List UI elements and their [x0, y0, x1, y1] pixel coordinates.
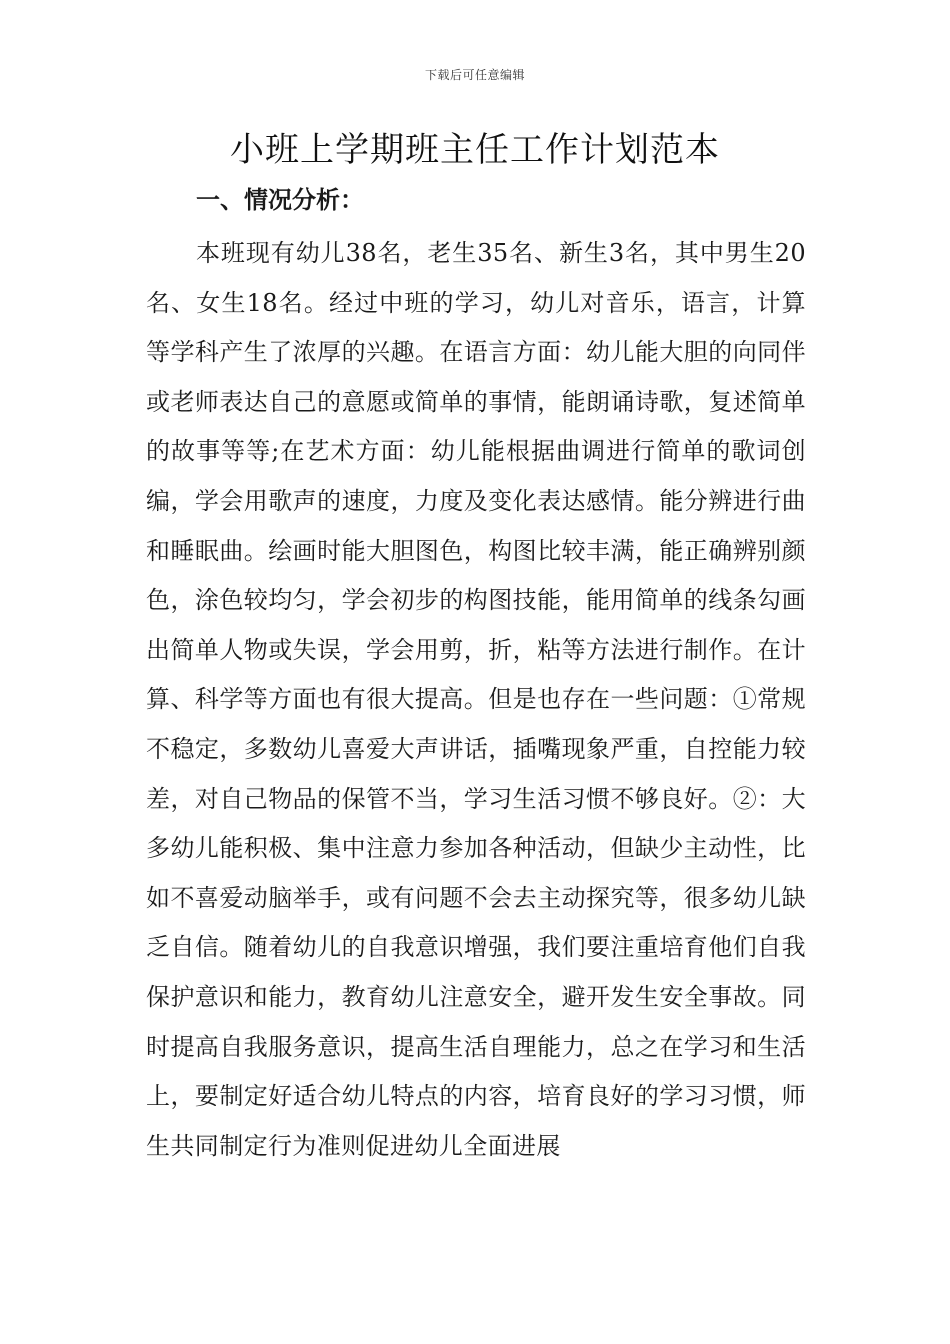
header-note: 下载后可任意编辑 — [424, 68, 525, 82]
section-heading: 一、情况分析： — [196, 185, 364, 214]
body-paragraph: 本班现有幼儿38名，老生35名、新生3名，其中男生20名、女生18名。经过中班的学习，幼儿对音乐，语言，计算等学科产生了浓厚的兴趣。在语言方面：幼儿能大胆的向同伴或老师表达自己的意愿或简单的事情，能朗诵诗歌，复述简单的故事等等;在艺术方面：幼儿能根据曲调进行简单的歌词创编，学会用歌声的速度，力度及变化表达感情。能分辨进行曲和睡眠曲。绘画时能大胆图色，构图比较丰满，能正确辨别颜色，涂色较均匀，学会初步的构图技能，能用简单的线条勾画出简单人物或失误，学会用剪，折，粘等方法进行制作。在计算、科学等方面也有很大提高。但是也存在一些问题：①常规不稳定，多数幼儿喜爱大声讲话，插嘴现象严重，自控能力较差，对自己物品的保管不当，学习生活习惯不够良好。②：大多幼儿能积极、集中注意力参加各种活动，但缺少主动性，比如不喜爱动脑举手，或有问题不会去主动探究等，很多幼儿缺乏自信。随着幼儿的自我意识增强，我们要注重培育他们自我保护意识和能力，教育幼儿注意安全，避开发生安全事故。同时提高自我服务意识，提高生活自理能力，总之在学习和生活上，要制定好适合幼儿特点的内容，培育良好的学习习惯，师生共同制定行为准则促进幼儿全面进展 — [146, 239, 806, 1160]
page-title: 小班上学期班主任工作计划范本 — [230, 130, 720, 170]
